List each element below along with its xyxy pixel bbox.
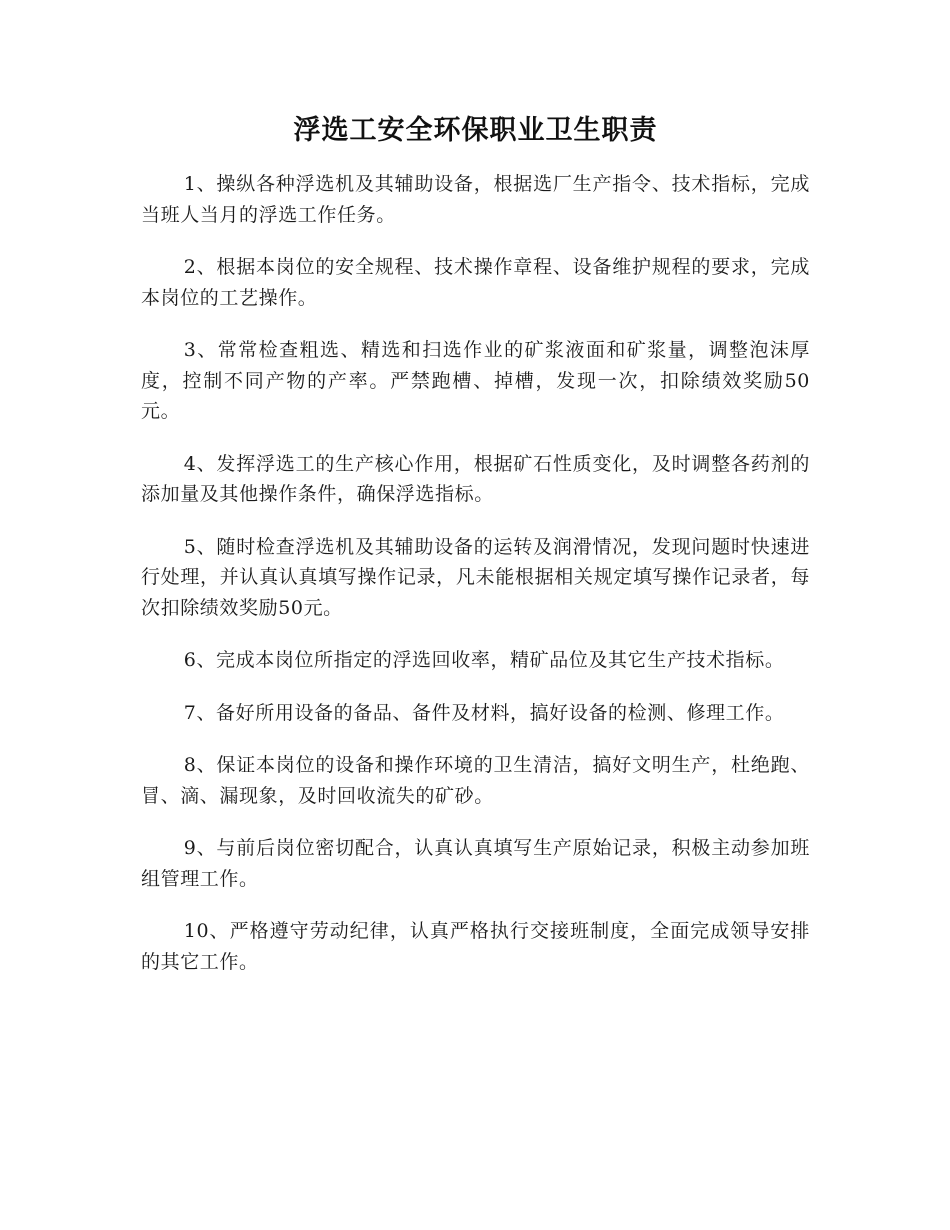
clause-6: 6、完成本岗位所指定的浮选回收率，精矿品位及其它生产技术指标。 [183, 649, 785, 671]
clause-8: 8、保证本岗位的设备和操作环境的卫生清洁，搞好文明生产，杜绝跑、冒、滴、漏现象，及时回收流失的矿砂。 [141, 754, 810, 807]
clause-9: 9、与前后岗位密切配合，认真认真填写生产原始记录，积极主动参加班组管理工作。 [141, 837, 810, 890]
clause-4: 4、发挥浮选工的生产核心作用，根据矿石性质变化，及时调整各药剂的添加量及其他操作条件，确保浮选指标。 [141, 452, 810, 505]
clause-2: 2、根据本岗位的安全规程、技术操作章程、设备维护规程的要求，完成本岗位的工艺操作。 [141, 256, 810, 309]
clause-3: 3、常常检查粗选、精选和扫选作业的矿浆液面和矿浆量，调整泡沫厚度，控制不同产物的产率。严禁跑槽、掉槽，发现一次，扣除绩效奖励50元。 [141, 339, 810, 422]
document-title: 浮选工安全环保职业卫生职责 [293, 115, 658, 146]
clause-1: 1、操纵各种浮选机及其辅助设备，根据选厂生产指令、技术指标，完成当班人当月的浮选工作任务。 [141, 173, 810, 226]
clause-5: 5、随时检查浮选机及其辅助设备的运转及润滑情况，发现问题时快速进行处理，并认真认真填写操作记录，凡未能根据相关规定填写操作记录者，每次扣除绩效奖励50元。 [141, 535, 810, 619]
clause-10: 10、严格遵守劳动纪律，认真严格执行交接班制度，全面完成领导安排的其它工作。 [141, 920, 810, 973]
clause-7: 7、备好所用设备的备品、备件及材料，搞好设备的检测、修理工作。 [183, 701, 785, 724]
